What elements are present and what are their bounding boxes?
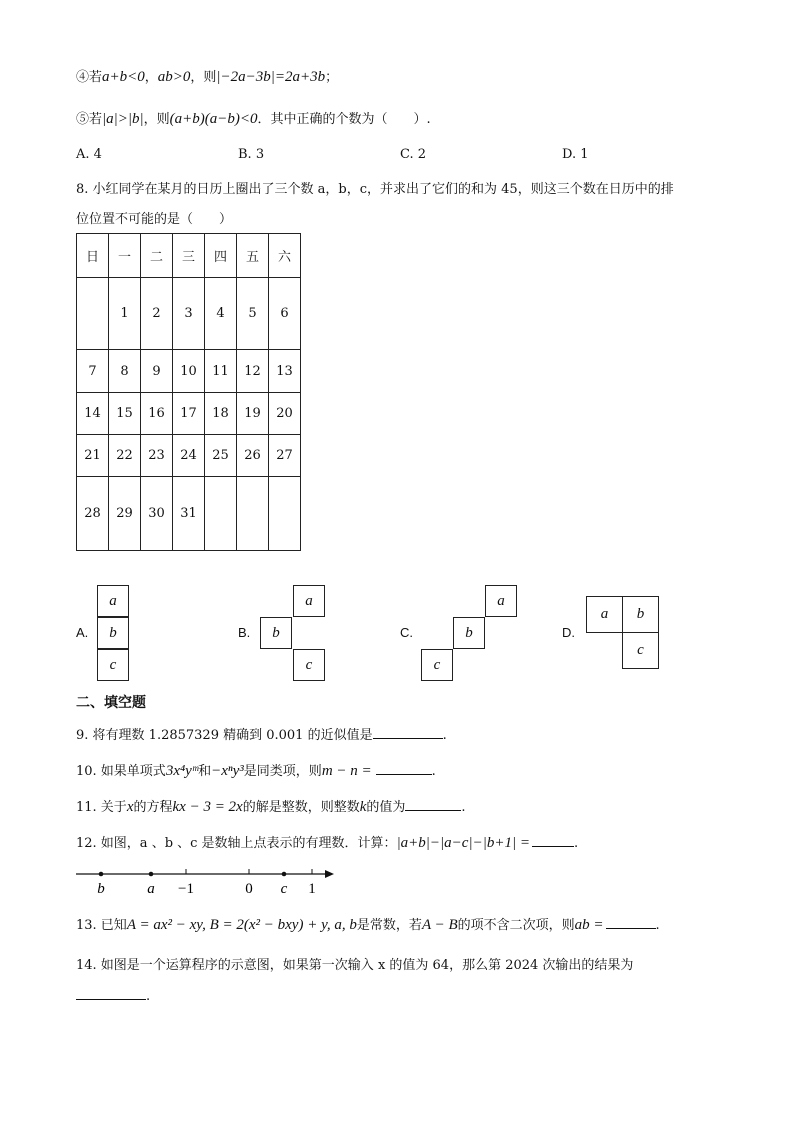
- option-c-cell-c: c: [421, 649, 453, 681]
- calendar-header: 三: [173, 234, 205, 278]
- statement-5-then: ，则: [143, 112, 170, 127]
- q12-text: 12. 如图，a 、b 、c 是数轴上点表示的有理数．计算：: [76, 836, 397, 851]
- calendar-cell: 30: [141, 477, 173, 551]
- q13-end: .: [655, 918, 660, 933]
- q11-answer-blank[interactable]: [405, 797, 461, 811]
- calendar-header: 六: [269, 234, 301, 278]
- q10-pre: 10. 如果单项式: [76, 764, 166, 779]
- point-b: [99, 872, 104, 877]
- q12-expression: |a+b|−|a−c|−|b+1| =: [396, 835, 530, 851]
- calendar-cell: 25: [205, 435, 237, 477]
- label-b: b: [97, 881, 105, 897]
- q13-post2: 的项不含二次项，则: [457, 918, 575, 933]
- label-a: a: [147, 881, 155, 897]
- calendar-cell: 21: [77, 435, 109, 477]
- calendar-table: [76, 233, 301, 551]
- point-c: [282, 872, 287, 877]
- q13-expression: A = ax² − xy, B = 2(x² − bxy) + y, a, b: [126, 917, 357, 933]
- calendar-cell: 15: [109, 393, 141, 435]
- calendar-cell: 22: [109, 435, 141, 477]
- q13-ask: ab =: [574, 917, 604, 933]
- q13-answer-blank[interactable]: [606, 915, 656, 929]
- label-zero: 0: [245, 881, 253, 897]
- q9: [76, 724, 447, 743]
- calendar-row: [77, 278, 301, 350]
- calendar-cell: 1: [109, 278, 141, 350]
- q8-option-d-label: D.: [562, 625, 575, 640]
- option-b-cell-b: b: [260, 617, 292, 649]
- q13-expression2: A − B: [421, 917, 458, 933]
- q8-option-b-label: B.: [238, 625, 251, 640]
- q12-end: .: [573, 836, 579, 851]
- q10-term1: 3x⁴yᵐ: [165, 763, 199, 779]
- calendar-cell: 14: [77, 393, 109, 435]
- q12: [76, 832, 578, 852]
- q13: [76, 914, 660, 934]
- section-title: 二、填空题: [76, 695, 146, 711]
- statement-4-cond1: a+b<0: [102, 69, 145, 85]
- option-a-cell-a: a: [97, 585, 129, 617]
- calendar-cell: 9: [141, 350, 173, 393]
- label-one: 1: [308, 881, 316, 897]
- option-c-cell-a: a: [485, 585, 517, 617]
- statement-4-cond2: ab>0: [157, 69, 191, 85]
- statement-4: [76, 66, 338, 86]
- option-d-cell-b: b: [622, 596, 659, 633]
- calendar-cell: 27: [269, 435, 301, 477]
- q10-answer-blank[interactable]: [376, 761, 432, 775]
- calendar-cell: 26: [237, 435, 269, 477]
- q14-line2: [76, 986, 150, 1004]
- q11-mid: 的方程: [133, 800, 173, 815]
- number-line-arrow: [325, 870, 334, 878]
- q9-text: 9. 将有理数 1.2857329 精确到 0.001 的近似值是: [76, 728, 373, 743]
- calendar-cell: [269, 477, 301, 551]
- calendar-cell: [205, 477, 237, 551]
- q11-equation: kx − 3 = 2x: [172, 799, 243, 815]
- calendar-row: [77, 477, 301, 551]
- q13-pre: 13. 已知: [76, 918, 127, 933]
- calendar-cell: 4: [205, 278, 237, 350]
- option-a-cell-b: b: [97, 617, 129, 649]
- calendar-header: 四: [205, 234, 237, 278]
- statement-5-cond: |a|>|b|: [102, 111, 144, 127]
- calendar-cell: 23: [141, 435, 173, 477]
- q11: [76, 796, 466, 816]
- calendar-cell: 10: [173, 350, 205, 393]
- option-b-cell-c: c: [293, 649, 325, 681]
- calendar-header: 一: [109, 234, 141, 278]
- point-a: [149, 872, 154, 877]
- calendar-cell: 17: [173, 393, 205, 435]
- option-d-cell-a: a: [586, 596, 623, 633]
- option-d-cell-c: c: [622, 632, 659, 669]
- q10: [76, 760, 436, 780]
- calendar-header: 日: [77, 234, 109, 278]
- q11-post2: 的值为: [366, 800, 406, 815]
- q8-option-c-label: C.: [400, 625, 413, 640]
- calendar-cell: 11: [205, 350, 237, 393]
- calendar-cell: 19: [237, 393, 269, 435]
- statement-5-prefix: ⑤若: [76, 112, 103, 127]
- q11-end: .: [461, 800, 466, 815]
- calendar-row: [77, 393, 301, 435]
- calendar-header-row: [77, 234, 301, 278]
- statement-4-end: ；: [325, 70, 339, 85]
- q7-option-b: B. 3: [238, 147, 265, 162]
- q8-option-a-label: A.: [76, 625, 89, 640]
- calendar-cell: 28: [77, 477, 109, 551]
- calendar-row: [77, 435, 301, 477]
- q9-end: .: [442, 728, 447, 743]
- q14-answer-blank[interactable]: [76, 986, 146, 1000]
- calendar-cell: 5: [237, 278, 269, 350]
- calendar-cell: 7: [77, 350, 109, 393]
- number-line: [70, 860, 350, 900]
- calendar-cell: [77, 278, 109, 350]
- calendar-cell: 6: [269, 278, 301, 350]
- q11-k: k: [359, 799, 367, 815]
- calendar-header: 二: [141, 234, 173, 278]
- q14-end: .: [146, 989, 151, 1004]
- calendar-cell: 12: [237, 350, 269, 393]
- calendar-header: 五: [237, 234, 269, 278]
- q10-post: 是同类项，则: [243, 764, 322, 779]
- option-c-cell-b: b: [453, 617, 485, 649]
- statement-4-expr: |−2a−3b|=2a+3b: [216, 69, 326, 85]
- q8-line2: 位位置不可能的是（ ）: [76, 212, 233, 227]
- q14-line1: 14. 如图是一个运算程序的示意图，如果第一次输入 x 的值为 64，那么第 2024 次输出的结果为: [76, 958, 634, 973]
- q9-answer-blank[interactable]: [373, 725, 443, 739]
- calendar-cell: 20: [269, 393, 301, 435]
- q7-option-d: D. 1: [562, 147, 589, 162]
- calendar-cell: 3: [173, 278, 205, 350]
- q10-mid: 和: [198, 764, 212, 779]
- calendar-cell: 16: [141, 393, 173, 435]
- statement-4-then: ，则: [190, 70, 217, 85]
- calendar-cell: 24: [173, 435, 205, 477]
- option-a-cell-c: c: [97, 649, 129, 681]
- calendar-cell: 29: [109, 477, 141, 551]
- q11-pre: 11. 关于: [76, 800, 127, 815]
- statement-4-prefix: ④若: [76, 70, 103, 85]
- q8-line1: 8. 小红同学在某月的日历上圈出了三个数 a，b，c，并求出了它们的和为 45，则这三个数在日历中的排: [76, 182, 674, 197]
- calendar-cell: 2: [141, 278, 173, 350]
- q13-post: 是常数，若: [356, 918, 422, 933]
- calendar-cell: 8: [109, 350, 141, 393]
- calendar-cell: 31: [173, 477, 205, 551]
- q10-end: .: [431, 764, 436, 779]
- q10-ask: m − n =: [321, 763, 372, 779]
- calendar-cell: [237, 477, 269, 551]
- statement-4-sep: ，: [144, 70, 158, 85]
- q11-post: 的解是整数，则整数: [242, 800, 360, 815]
- calendar-cell: 18: [205, 393, 237, 435]
- option-b-cell-a: a: [293, 585, 325, 617]
- calendar-row: [77, 350, 301, 393]
- label-c: c: [280, 881, 288, 897]
- q7-option-a: A. 4: [76, 147, 102, 162]
- calendar-cell: 13: [269, 350, 301, 393]
- q10-term2: −xⁿy³: [211, 763, 244, 779]
- statement-5: [76, 108, 431, 128]
- q12-answer-blank[interactable]: [532, 833, 574, 847]
- label-neg-one: −1: [178, 881, 194, 897]
- statement-5-expr: (a+b)(a−b)<0: [169, 111, 258, 127]
- statement-5-end: ．其中正确的个数为（ ）.: [257, 112, 431, 127]
- q7-option-c: C. 2: [400, 147, 427, 162]
- q11-x: x: [126, 799, 134, 815]
